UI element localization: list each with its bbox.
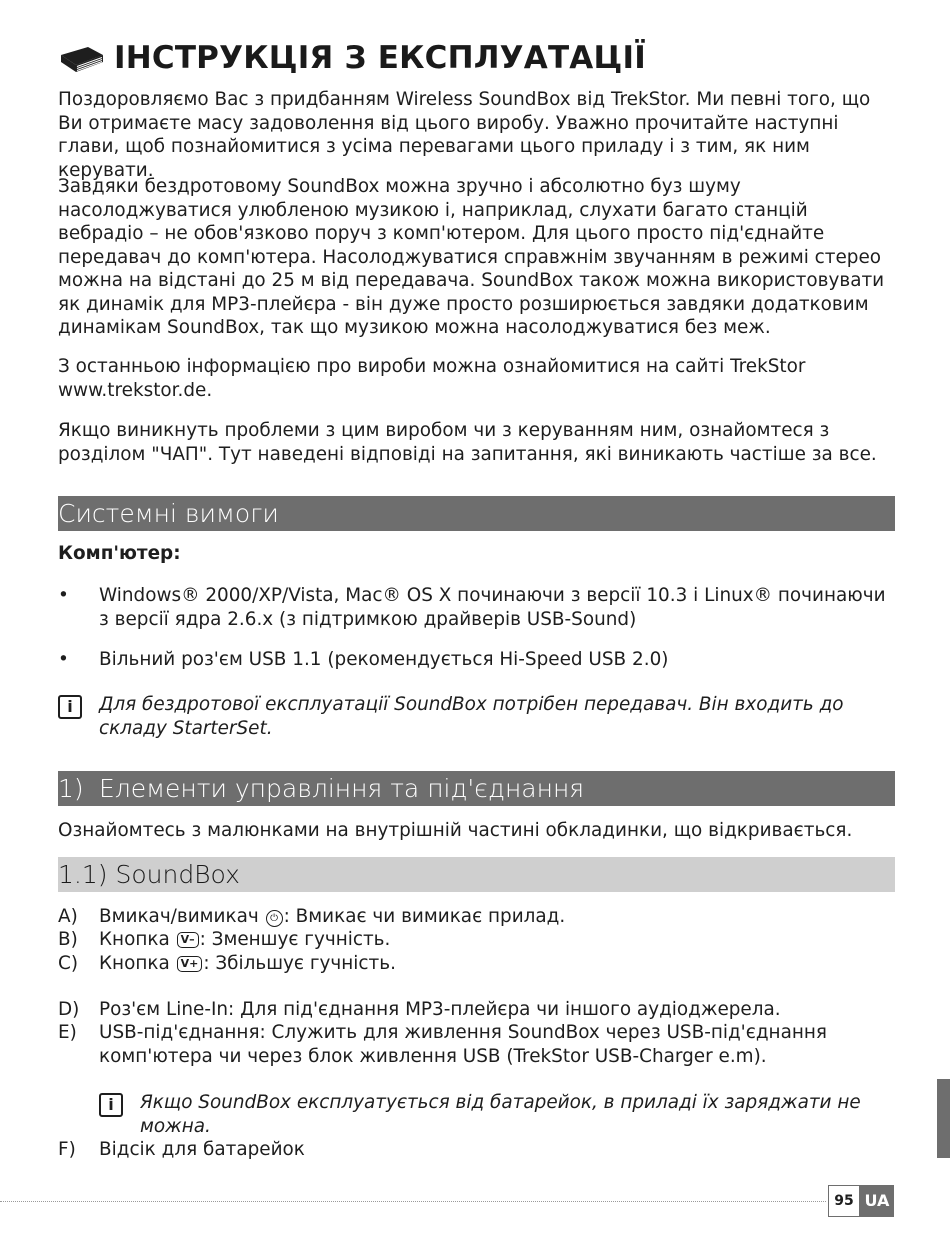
- title-row: [58, 36, 646, 80]
- item-letter: B): [58, 929, 78, 950]
- item-letter: D): [58, 999, 80, 1020]
- section-heading-system: [58, 496, 895, 531]
- intro-paragraph: З останньою інформацією про вироби можна ознайомитися на сайті TrekStor www.trekstor.de.: [58, 356, 806, 401]
- item-text: Відсік для батарейок: [99, 1139, 305, 1160]
- item-text: USB-під'єднання: Служить для живлення SoundBox через USB-під'єднання комп'ютера чи через блок живлення USB (TrekStor USB-Charger e.m).: [99, 1022, 827, 1067]
- item-letter: C): [58, 953, 79, 974]
- bullet-icon: •: [58, 585, 69, 606]
- intro-paragraph: Якщо виникнуть проблеми з цим виробом чи з керуванням ним, ознайомтеся з розділом "ЧАП". Тут наведені відповіді на запитання, які виникають частіше за все.: [58, 420, 877, 465]
- volume-up-icon: V+: [177, 956, 203, 972]
- bullet-icon: •: [58, 649, 69, 670]
- intro-paragraph: Завдяки бездротовому SoundBox можна зручно і абсолютно буз шуму насолоджуватися улюбленою музикою і, наприклад, слухати багато станцій вебрадіо – не обов'язково поруч з комп'ютером. Для цього просто під'єднайте передавач до комп'ютера. Насолоджуватися справжнім звучанням в режимі стерео можна на відстані до 25 м від передавача. SoundBox також можна використовувати як динамік для MP3-плейєра - він дуже просто розширюється завдяки додатковим динамікам SoundBox, так що музикою можна насолоджуватися без меж.: [58, 176, 885, 338]
- section-text: Ознайомтесь з малюнками на внутрішній частині обкладинки, що відкривається.: [58, 820, 853, 841]
- item-text: : Вмикає чи вимикає прилад.: [283, 906, 566, 927]
- info-icon: i: [99, 1093, 123, 1117]
- intro-paragraph: Поздоровляємо Вас з придбанням Wireless SoundBox від TrekStor. Ми певні того, що Ви отримаєте масу задоволення від цього виробу. Уважно прочитайте наступні глави, щоб познайомитися з усіма перевагами цього приладу і з тим, як ним керувати.: [58, 89, 871, 181]
- item-text: Вмикач/вимикач: [99, 906, 259, 927]
- footer-divider: [0, 1201, 826, 1202]
- side-tab: [937, 1079, 950, 1158]
- power-icon: ⏻: [266, 910, 283, 927]
- item-text: Кнопка: [99, 929, 170, 950]
- subsection-heading-soundbox: [58, 857, 895, 892]
- list-item-text: Windows® 2000/XP/Vista, Mac® OS X починаючи з версії 10.3 і Linux® починаючи з версії ядра 2.6.x (з підтримкою драйверів USB-Sound): [99, 585, 886, 630]
- item-text: : Зменшує гучність.: [199, 929, 391, 950]
- book-icon: [58, 41, 106, 75]
- item-letter: F): [58, 1139, 76, 1160]
- info-note-text: Для бездротової експлуатації SoundBox потрібен передавач. Він входить до складу StarterSet.: [99, 694, 844, 739]
- list-item-text: Вільний роз'єм USB 1.1 (рекомендується Hi-Speed USB 2.0): [99, 649, 669, 670]
- section-heading-controls: [58, 771, 895, 806]
- info-note-text: Якщо SoundBox експлуатується від батарейок, в приладі їх заряджати не можна.: [140, 1092, 861, 1137]
- section-number: 1): [58, 774, 84, 803]
- item-letter: E): [58, 1022, 77, 1043]
- language-badge: UA: [860, 1185, 894, 1217]
- page-title: ІНСТРУКЦІЯ З ЕКСПЛУАТАЦІЇ: [114, 40, 646, 76]
- info-icon: i: [58, 695, 82, 719]
- item-text: Роз'єм Line-In: Для під'єднання MP3-плейєра чи іншого аудіоджерела.: [99, 999, 781, 1020]
- item-text: Кнопка: [99, 953, 170, 974]
- volume-down-icon: V–: [177, 932, 199, 948]
- subsection-heading-text: 1.1) SoundBox: [58, 860, 240, 889]
- page-number: 95: [828, 1185, 860, 1217]
- subheading-computer: Комп'ютер:: [58, 543, 181, 564]
- section-heading-text: Системні вимоги: [58, 499, 279, 528]
- section-heading-text: Елементи управління та під'єднання: [99, 774, 585, 803]
- item-letter: A): [58, 906, 78, 927]
- item-text: : Збільшує гучність.: [203, 953, 396, 974]
